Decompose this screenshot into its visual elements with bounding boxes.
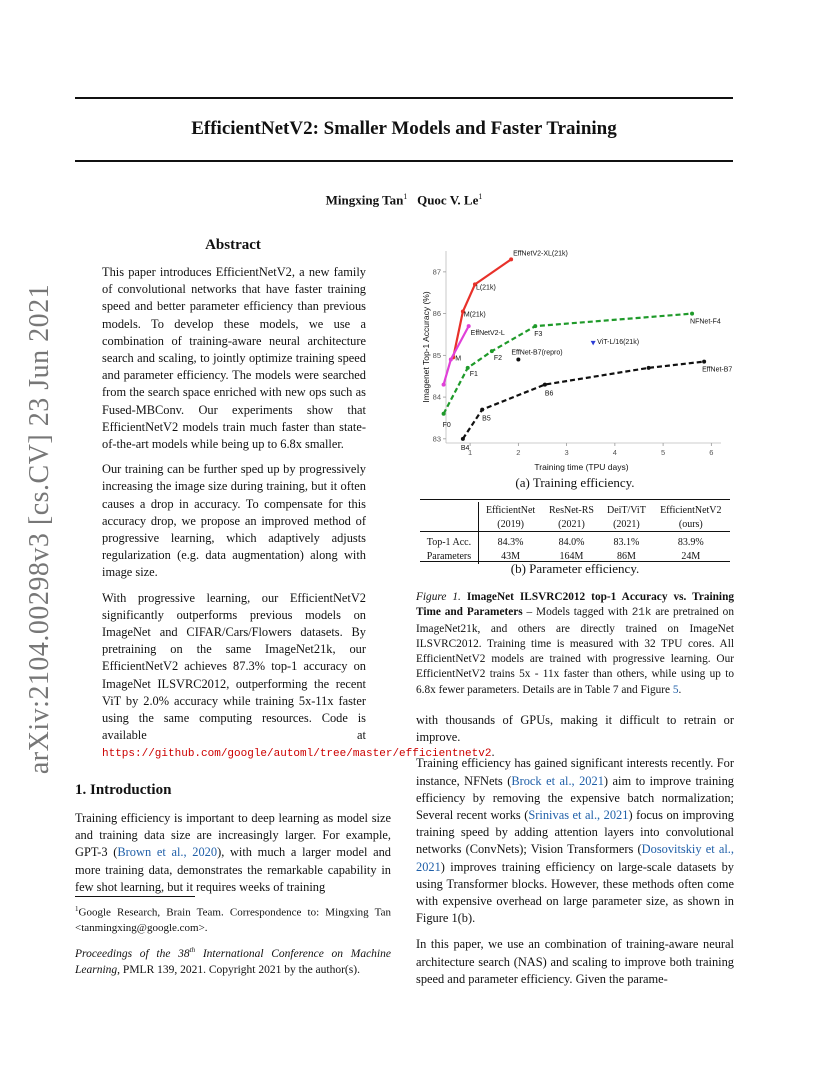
data-point xyxy=(466,366,470,370)
table-row xyxy=(420,532,730,550)
marker-point xyxy=(591,341,596,346)
body-text: ) aim to improve training efficiency by removing the expensive batch normalization; Several recent works ( xyxy=(416,773,734,823)
code-link[interactable]: https://github.com/google/automl/tree/master/efficientnetv2 xyxy=(102,748,492,761)
data-point xyxy=(702,360,706,364)
chart-labels-group xyxy=(443,250,733,451)
table-corner xyxy=(420,518,478,532)
figure-caption-text: – Models tagged with xyxy=(522,606,632,619)
x-tick-label: 3 xyxy=(564,448,569,457)
proceedings-note xyxy=(75,942,391,978)
figure-ref-link[interactable]: 5 xyxy=(672,683,679,696)
table-cell: 84.3% xyxy=(497,537,524,548)
data-point xyxy=(490,349,494,353)
body-paragraph: In this paper, we use an combination of training-aware neural architecture search (NAS) and scaling to improve both training speed and parameter efficiency. Given the parame- xyxy=(416,937,734,986)
point-label: F1 xyxy=(469,370,478,378)
data-point xyxy=(442,383,446,387)
table-column-year: (ours) xyxy=(678,519,703,530)
paper-title: EfficientNetV2: Smaller Models and Faster Training xyxy=(191,118,617,139)
data-point xyxy=(461,437,465,441)
y-tick-label: 87 xyxy=(432,267,441,277)
top-rule xyxy=(75,97,733,99)
y-tick-label: 83 xyxy=(432,434,441,444)
footnote xyxy=(75,902,391,936)
footnote-mark: 1 xyxy=(75,905,79,913)
table-column-year: (2021) xyxy=(613,519,640,530)
subfigure-caption-b: (b) Parameter efficiency. xyxy=(510,561,640,576)
figure-caption-text: are pretrained on ImageNet21k, and others are directly trained on ImageNet ILSVRC2012. Training time is measured with 32 TPU cores. All EfficientNetV2 models are trained with progressive learning. Our EfficientNetV2 trains 5x - 11x faster than others, while using up to 6.8x fewer parameters. Details are in Table 7 and Figure xyxy=(416,606,734,696)
point-label: NFNet-F4 xyxy=(690,318,721,326)
section-heading: 1. Introduction xyxy=(75,782,172,798)
y-tick-label: 84 xyxy=(432,392,441,402)
proceedings-text: Proceedings of the 38 xyxy=(75,947,190,960)
marker-label: EffNet-B7(repro) xyxy=(511,349,563,357)
citation-link[interactable]: Dosovitskiy et al., 2021 xyxy=(416,842,734,874)
figure-label: Figure 1. xyxy=(416,591,461,603)
table-cell: 83.1% xyxy=(613,537,640,548)
series-line xyxy=(453,259,511,357)
x-tick-label: 6 xyxy=(709,448,714,457)
table-cell: 43M xyxy=(501,551,521,562)
abstract-paragraph: This paper introduces EfficientNetV2, a new family of convolutional networks that have faster training speed and better parameter efficiency than previous models. To develop these models, we use a combination of training-aware neural architecture search and scaling, to jointly optimize training speed and parameter efficiency. The models were searched from the search space enriched with new ops such as Fused-MBConv. Our experiments show that EfficientNetV2 models train much faster than state-of-the-art models while being up to 6.8x smaller. xyxy=(102,265,366,452)
author-list xyxy=(75,192,733,208)
proceedings-text: , PMLR 139, 2021. Copyright 2021 by the author(s). xyxy=(117,963,360,976)
table-row-label: Top-1 Acc. xyxy=(420,532,478,550)
body-paragraph: with thousands of GPUs, making it difficult to retrain or improve. xyxy=(416,713,734,745)
abstract-heading: Abstract xyxy=(205,237,261,253)
x-tick-label: 4 xyxy=(612,448,617,457)
table-cell: 84.0% xyxy=(558,537,585,548)
citation-link[interactable]: Brown et al., 2020 xyxy=(117,845,218,860)
table-column-year: (2021) xyxy=(558,519,585,530)
subfigure-caption-a: (a) Training efficiency. xyxy=(515,475,635,490)
data-point xyxy=(647,366,651,370)
footnote-text: Google Research, Brain Team. Correspondence to: Mingxing Tan <tanmingxing@google.com>. xyxy=(75,906,391,934)
author-affiliation-mark: 1 xyxy=(478,192,483,201)
marker-point xyxy=(516,358,520,362)
table-column-header: ResNet-RS xyxy=(548,505,594,516)
x-axis-label: Training time (TPU days) xyxy=(534,462,629,472)
data-point xyxy=(442,412,446,416)
point-label: M xyxy=(455,355,462,363)
footnote-rule xyxy=(75,896,195,897)
data-point xyxy=(509,257,513,261)
figure-caption xyxy=(416,590,734,698)
intro-text: Training efficiency is important to deep learning as model size and training data size are increasingly larger. For example, GPT-3 ( xyxy=(75,811,391,860)
point-label: L(21k) xyxy=(475,284,496,292)
author-name: Mingxing Tan xyxy=(325,192,404,208)
point-label: F2 xyxy=(493,355,503,363)
figure-caption-text: . xyxy=(678,683,682,696)
data-point xyxy=(533,324,537,328)
table-column-year: (2019) xyxy=(497,519,524,530)
series-line xyxy=(444,311,692,414)
training-efficiency-chart xyxy=(416,243,734,475)
x-tick-label: 1 xyxy=(468,448,473,457)
abstract-text: With progressive learning, our EfficientNetV2 significantly outperforms previous models on ImageNet and CIFAR/Cars/Flowers datasets. By pretraining on the same ImageNet21k, our EfficientNetV2 achieves 87.3% top-1 accuracy on ImageNet ILSVRC2012, outperforming the recent ViT by 2.0% accuracy while training 5x-11x faster using the same computing resources. Code is available at xyxy=(102,590,366,743)
right-column-body xyxy=(416,712,734,997)
abstract-paragraph: Our training can be further sped up by progressively increasing the image size during training, but it often causes a drop in accuracy. To compensate for this accuracy drop, we propose an improved method of progressive learning, which adaptively adjusts regularization (e.g. data augmentation) along with image size. xyxy=(102,462,366,580)
y-tick-label: 86 xyxy=(432,309,441,319)
table-top-rule xyxy=(420,499,730,500)
x-tick-label: 5 xyxy=(661,448,666,457)
marker-label: ViT-L/16(21k) xyxy=(597,338,640,346)
point-label: EffNetV2-L xyxy=(470,330,505,338)
citation-link[interactable]: Srinivas et al., 2021 xyxy=(528,808,629,823)
parameter-efficiency-table xyxy=(420,502,730,564)
proceedings-text: International Conference on Machine Learning xyxy=(75,947,391,976)
table-cell: 164M xyxy=(559,551,584,562)
point-label: M(21k) xyxy=(463,311,486,319)
intro-paragraph xyxy=(75,810,391,896)
data-point xyxy=(480,408,484,412)
intro-text: ), with much a larger model and more training data, demonstrates the remarkable capability in few shot learning, but it requires weeks of training xyxy=(75,845,391,894)
point-label: EffNetV2-XL(21k) xyxy=(513,250,568,258)
point-label: F3 xyxy=(534,331,543,339)
point-label: F0 xyxy=(442,421,451,429)
data-point xyxy=(543,383,547,387)
arxiv-identifier: arXiv:2104.00298v3 [cs.CV] 23 Jun 2021 xyxy=(24,283,55,775)
figure-caption-code: 21k xyxy=(631,607,652,620)
y-tick-label: 85 xyxy=(432,350,441,360)
author-name: Quoc V. Le xyxy=(417,192,479,208)
body-paragraph xyxy=(416,755,734,927)
table-cell: 24M xyxy=(681,551,701,562)
table-column-header: EfficientNet xyxy=(485,505,536,516)
body-text: Training efficiency has gained significant interests recently. For instance, NFNets ( xyxy=(416,756,734,788)
data-point xyxy=(690,312,694,316)
x-tick-label: 2 xyxy=(516,448,521,457)
proceedings-sup: th xyxy=(189,946,196,954)
data-point xyxy=(449,358,453,362)
body-text: ) focus on improving training speed by adding attention layers into convolutional networks (ConvNets); Vision Transformers ( xyxy=(416,808,734,857)
table-row-label: Parameters xyxy=(420,550,478,564)
table-corner xyxy=(420,502,478,518)
point-label: B6 xyxy=(544,390,554,398)
point-label: B4 xyxy=(460,444,470,452)
point-label: EffNet-B7 xyxy=(702,366,733,374)
point-label: B5 xyxy=(482,415,491,423)
y-axis-label: Imagenet Top-1 Accuracy (%) xyxy=(421,291,431,403)
table-column-header: EfficientNetV2 xyxy=(660,505,722,516)
data-point xyxy=(467,324,471,328)
table-cell: 86M xyxy=(616,551,636,562)
body-text: ) improves training efficiency on large-scale datasets by using Transformer blocks. However, these methods often come with expensive overhead on large parameter size, as shown in Figure 1(b). xyxy=(416,859,734,926)
author-affiliation-mark: 1 xyxy=(403,192,408,201)
table-cell: 83.9% xyxy=(677,537,704,548)
abstract-text: . xyxy=(491,745,495,760)
series-line xyxy=(463,362,704,439)
table-column-header: DeiT/ViT xyxy=(606,505,646,516)
title-bottom-rule xyxy=(75,160,733,162)
figure-caption-bold: ImageNet ILSVRC2012 top-1 Accuracy vs. Training Time and Parameters xyxy=(416,591,734,619)
citation-link[interactable]: Brock et al., 2021 xyxy=(511,773,604,788)
chart-axes xyxy=(421,251,721,472)
